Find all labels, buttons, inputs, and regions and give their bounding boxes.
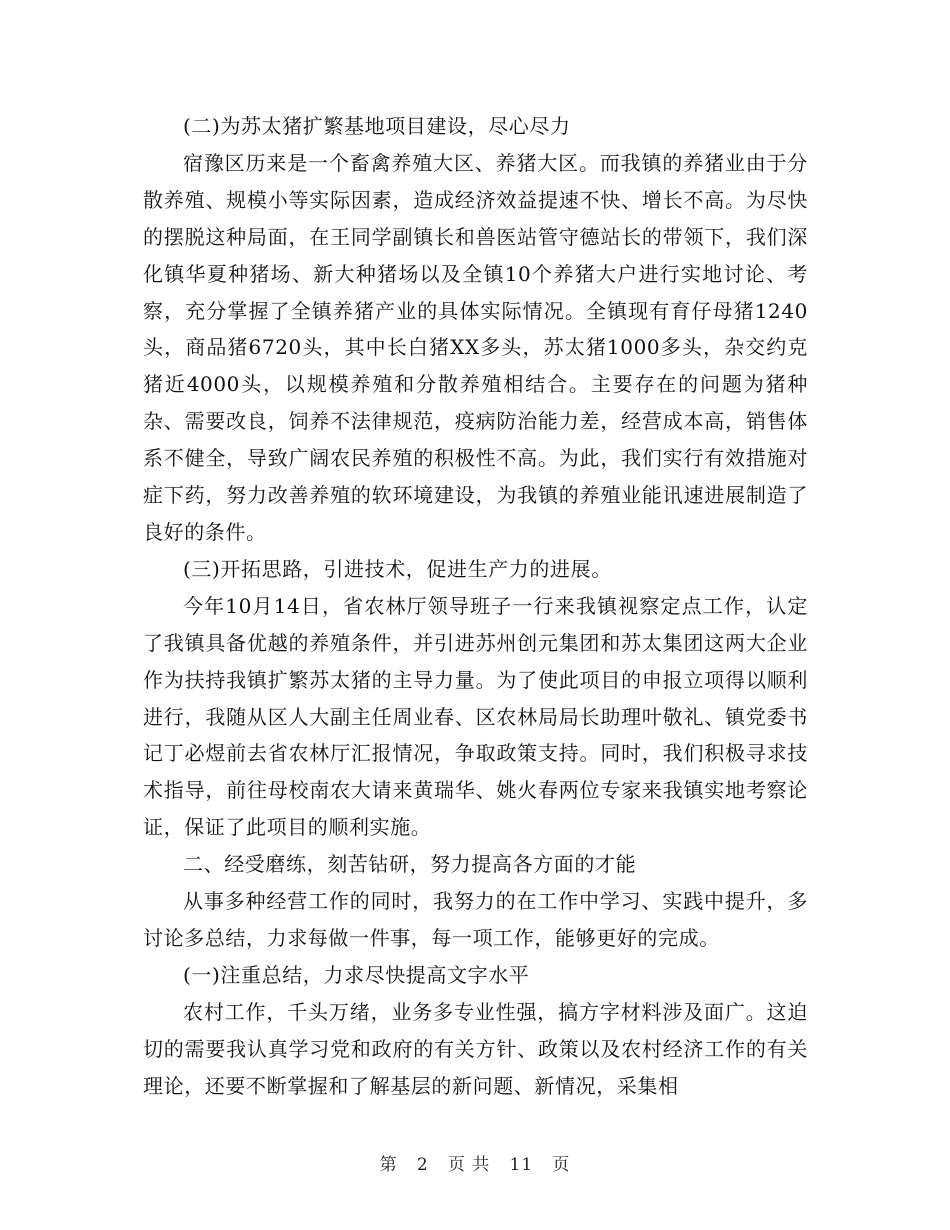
footer-prefix: 第 [379, 1155, 398, 1175]
body-paragraph: 今年10月14日，省农林厅领导班子一行来我镇视察定点工作，认定了我镇具备优越的养殖条件，并引进苏州创元集团和苏太集团这两大企业作为扶持我镇扩繁苏太猪的主导力量。为了使此项目的申报立项得以顺利进行，我随从区人大副主任周业春、区农林局局长助理叶敬礼、镇党委书记丁必煜前去省农林厅汇报情况，争取政策支持。同时，我们积极寻求技术指导，前往母校南农大请来黄瑞华、姚火春两位专家来我镇实地考察论证，保证了此项目的顺利实施。 [143, 593, 808, 840]
page-footer [0, 1150, 950, 1175]
footer-middle: 页 共 [447, 1155, 491, 1175]
body-paragraph: 农村工作，千头万绪，业务多专业性强，搞方字材料涉及面广。这迫切的需要我认真学习党和政府的有关方针、政策以及农村经济工作的有关理论，还要不断掌握和了解基层的新问题、新情况，采集相 [143, 999, 808, 1098]
page-total: 11 [509, 1155, 534, 1175]
section-heading-2-3: (三)开拓思路，引进技术，促进生产力的进展。 [183, 556, 612, 581]
section-heading-part-2: 二、经受磨练，刻苦钻研，努力提高各方面的才能 [183, 852, 637, 877]
body-paragraph: 从事多种经营工作的同时，我努力的在工作中学习、实践中提升，多讨论多总结，力求每做一件事，每一项工作，能够更好的完成。 [143, 889, 808, 950]
body-paragraph: 宿豫区历来是一个畜禽养殖大区、养猪大区。而我镇的养猪业由于分散养殖、规模小等实际因素，造成经济效益提速不快、增长不高。为尽快的摆脱这种局面，在王同学副镇长和兽医站管守德站长的带领下，我们深化镇华夏种猪场、新大种猪场以及全镇10个养猪大户进行实地讨论、考察，充分掌握了全镇养猪产业的具体实际情况。全镇现有育仔母猪1240头，商品猪6720头，其中长白猪XX多头，苏太猪1000多头，杂交约克猪近4000头，以规模养殖和分散养殖相结合。主要存在的问题为猪种杂、需要改良，饲养不法律规范，疫病防治能力差，经营成本高，销售体系不健全，导致广阔农民养殖的积极性不高。为此，我们实行有效措施对症下药，努力改善养殖的软环境建设，为我镇的养殖业能讯速进展制造了良好的条件。 [143, 150, 808, 544]
section-heading-1: (一)注重总结，力求尽快提高文字水平 [183, 962, 530, 987]
section-heading-2-2: (二)为苏太猪扩繁基地项目建设，尽心尽力 [183, 114, 571, 138]
page-number: 2 [416, 1155, 429, 1175]
document-body [143, 108, 808, 1104]
footer-suffix: 页 [552, 1155, 571, 1175]
